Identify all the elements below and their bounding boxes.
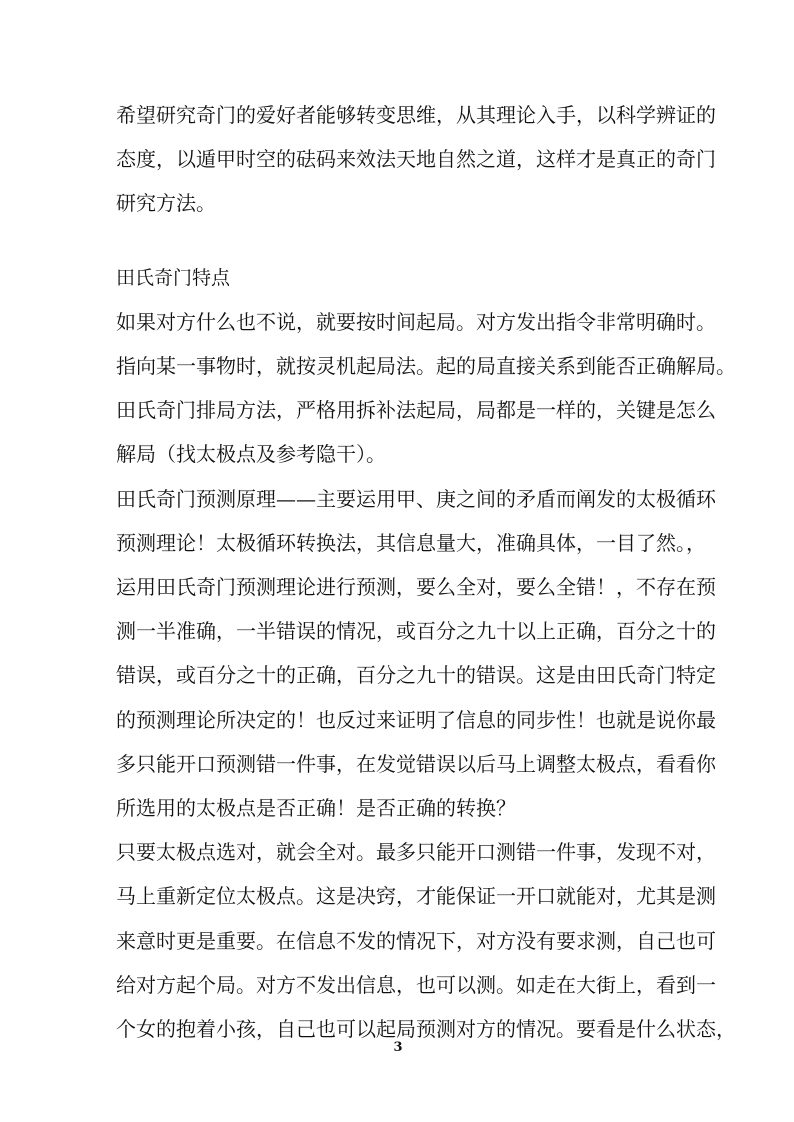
page-number: 3 (393, 1040, 403, 1055)
text-line: 指向某一事物时，就按灵机起局法。起的局直接关系到能否正确解局。 (116, 354, 736, 378)
text-line: 所选用的太极点是否正确！是否正确的转换？ (116, 796, 516, 820)
text-line: 研究方法。 (116, 191, 216, 215)
text-line: 多只能开口预测错一件事，在发觉错误以后马上调整太极点，看看你 (116, 752, 716, 776)
text-line: 如果对方什么也不说，就要按时间起局。对方发出指令非常明确时。 (116, 310, 716, 334)
text-line: 给对方起个局。对方不发出信息，也可以测。如走在大街上，看到一 (116, 973, 716, 997)
text-line: 田氏奇门排局方法，严格用拆补法起局，局都是一样的，关键是怎么 (116, 398, 716, 422)
text-line: 来意时更是重要。在信息不发的情况下，对方没有要求测，自己也可 (116, 929, 716, 953)
text-line: 错误，或百分之十的正确，百分之九十的错误。这是由田氏奇门特定 (116, 663, 716, 687)
text-line: 解局（找太极点及参考隐干）。 (116, 442, 386, 466)
text-line: 田氏奇门预测原理——主要运用甲、庚之间的矛盾而阐发的太极循环 (116, 487, 716, 511)
text-line: 态度，以遁甲时空的砝码来效法天地自然之道，这样才是真正的奇门 (116, 147, 716, 171)
text-line: 马上重新定位太极点。这是决窍，才能保证一开口就能对，尤其是测 (116, 884, 716, 908)
text-line: 运用田氏奇门预测理论进行预测，要么全对，要么全错！，不存在预 (116, 575, 716, 599)
section-title: 田氏奇门特点 (116, 267, 231, 289)
text-line: 的预测理论所决定的！也反过来证明了信息的同步性！也就是说你最 (116, 708, 716, 732)
text-line: 个女的抱着小孩，自己也可以起局预测对方的情况。要看是什么状态， (116, 1017, 736, 1041)
text-line: 希望研究奇门的爱好者能够转变思维，从其理论入手，以科学辨证的 (116, 103, 716, 127)
text-line: 只要太极点选对，就会全对。最多只能开口测错一件事，发现不对， (116, 840, 716, 864)
text-line: 预测理论！太极循环转换法，其信息量大，准确具体，一目了然。， (116, 531, 706, 555)
text-line: 测一半准确，一半错误的情况，或百分之九十以上正确，百分之十的 (116, 619, 716, 643)
